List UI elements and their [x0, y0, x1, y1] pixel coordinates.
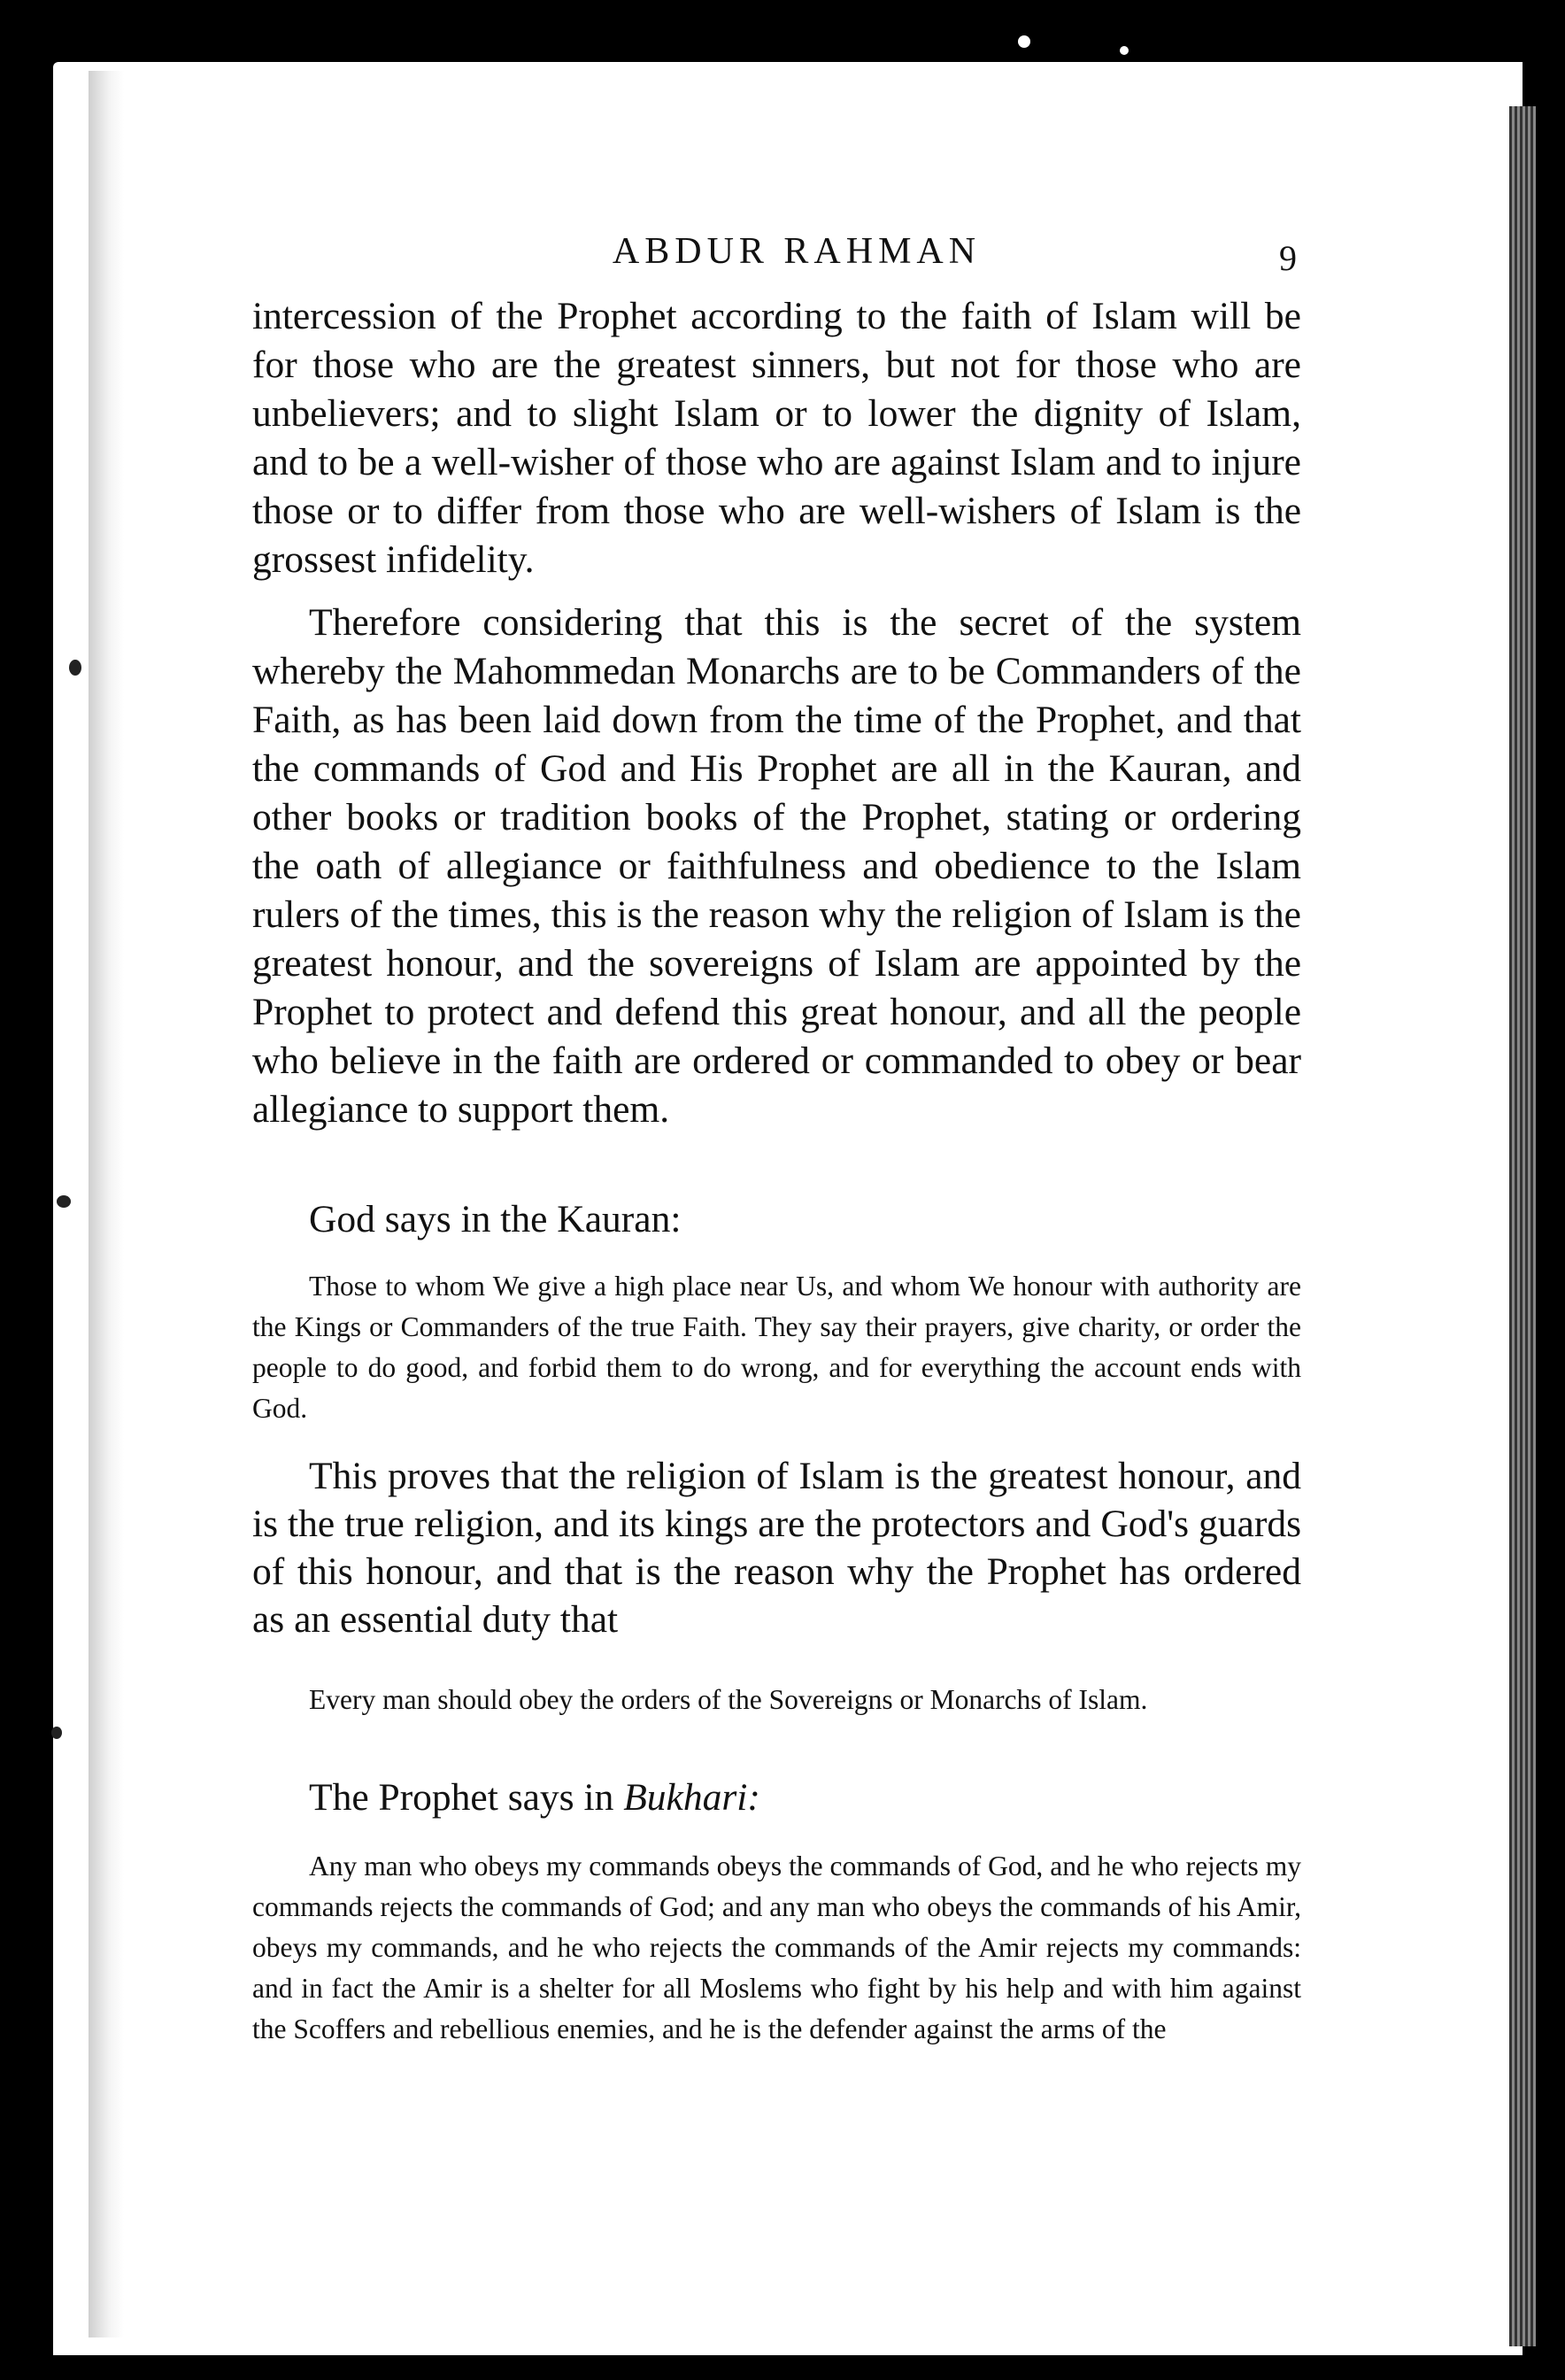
paragraph-1: intercession of the Prophet according to the faith of Islam will be for those who are the greatest sinners, but not for those who are unbelievers; and to slight Islam or to lower the dignity of Islam, and to be a well-wisher of those who are against Islam and to injure those or to differ from those who are well-wishers of Islam is the grossest infidelity.	[252, 295, 1301, 581]
margin-mark	[57, 1195, 71, 1208]
paragraph-3: God says in the Kauran:	[309, 1198, 682, 1240]
page-number: 9	[1279, 238, 1297, 278]
quote-1: Those to whom We give a high place near Us, and whom We honour with authority are the Kings or Commanders of the true Faith. They say their prayers, give charity, or order the people to do good, and forbid them to do wrong, and for everything the account ends with God.	[252, 1271, 1301, 1424]
scan-artifact	[1018, 35, 1030, 48]
running-title: ABDUR RAHMAN	[612, 231, 982, 272]
paragraph-4: This proves that the religion of Islam is the greatest honour, and is the true religion, and its kings are the protectors and God's guards of this honour, and that is the reason why the Prophet has ordered as an essential duty that	[252, 1455, 1301, 1641]
margin-mark	[69, 660, 81, 676]
quote-3: Any man who obeys my commands obeys the commands of God, and he who rejects my commands rejects the commands of God; and any man who obeys the commands of his Amir, obeys my commands, and he who rejects the commands of the Amir rejects my commands: and in fact the Amir is a shelter for all Moslems who fight by his help and with him against the Scoffers and rebellious enemies, and he is the defender against the arms of the	[252, 1851, 1301, 2044]
scan-artifact	[1120, 46, 1129, 55]
bukhari-prefix: The Prophet says in	[309, 1776, 624, 1819]
page-edge	[1509, 106, 1536, 2346]
scan-artifact	[721, 2329, 732, 2339]
bukhari-line	[252, 1773, 1301, 1822]
bukhari-suffix: :	[747, 1776, 760, 1819]
paragraph-2: Therefore considering that this is the secret of the system whereby the Mahommedan Monarchs are to be Commanders of the Faith, as has been laid down from the time of the Prophet, and that the commands of God and His Prophet are all in the Kauran, and other books or tradition books of the Prophet, stating or ordering the oath of allegiance or faithfulness and obedience to the Islam rulers of the times, this is the reason why the religion of Islam is the greatest honour, and the sovereigns of Islam are appointed by the Prophet to protect and defend this great honour, and all the people who believe in the faith are ordered or commanded to obey or bear allegiance to support them.	[252, 601, 1301, 1131]
quote-2: Every man should obey the orders of the Sovereigns or Monarchs of Islam.	[309, 1684, 1148, 1715]
spine-shadow	[89, 71, 124, 2338]
margin-mark	[51, 1727, 62, 1739]
bukhari-source: Bukhari	[623, 1776, 748, 1819]
